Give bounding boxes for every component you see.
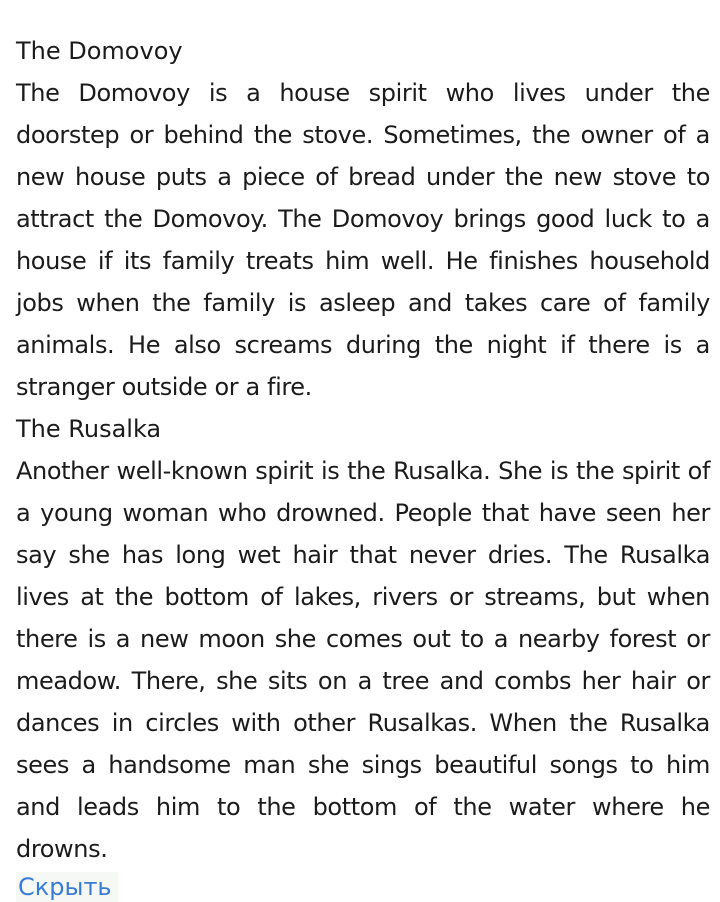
article	[16, 30, 710, 870]
section-title-domovoy: The Domovoy	[16, 37, 183, 65]
collapse-link[interactable]: Скрыть	[16, 872, 118, 902]
section-title-rusalka: The Rusalka	[16, 415, 162, 443]
section-body-domovoy: The Domovoy is a house spirit who lives under the doorstep or behind the stove. Sometimes, the owner of a new house puts a piece of bread under the new stove to attract the Domovoy. The Domovoy brings good luck to a house if its family treats him well. He finishes household jobs when the family is asleep and takes care of family animals. He also screams during the night if there is a stranger outside or a fire.	[16, 79, 710, 401]
section-body-rusalka: Another well-known spirit is the Rusalka. She is the spirit of a young woman who drowned. People that have seen her say she has long wet hair that never dries. The Rusalka lives at the bottom of lakes, rivers or streams, but when there is a new moon she comes out to a nearby forest or meadow. There, she sits on a tree and combs her hair or dances in circles with other Rusalkas. When the Rusalka sees a handsome man she sings beautiful songs to him and leads him to the bottom of the water where he drowns.	[16, 457, 710, 863]
